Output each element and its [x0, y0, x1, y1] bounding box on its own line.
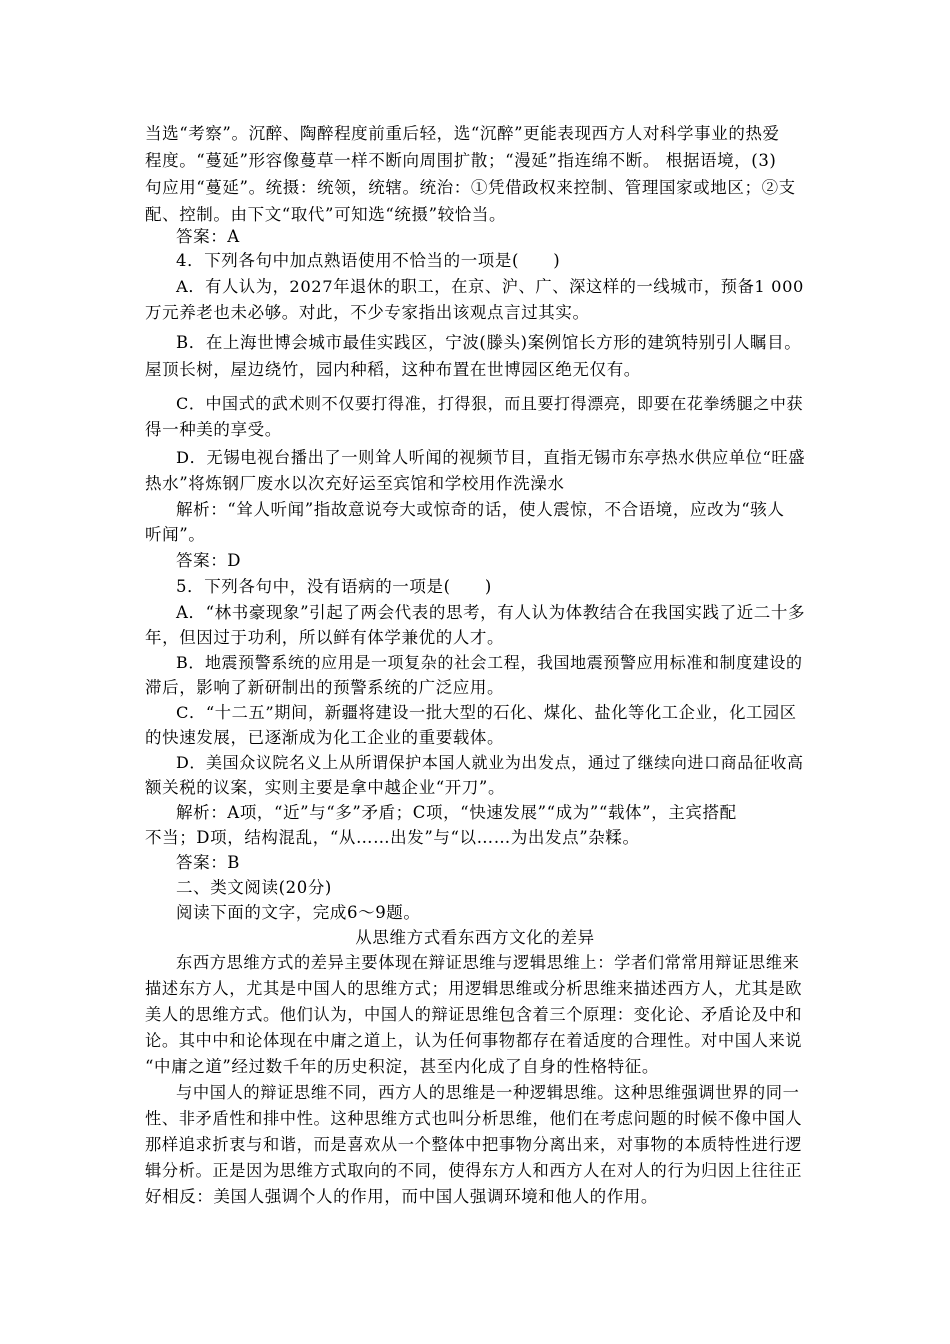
option-d-line: 热水”将炼钢厂废水以次充好运至宾馆和学校用作洗澡水 — [145, 474, 565, 493]
option-b-line: 屋顶长树，屋边绕竹，园内种稻，这种布置在世博园区绝无仅有。 — [145, 360, 641, 379]
option-c-line: 得一种美的享受。 — [145, 420, 282, 439]
option-a-line: 年，但因过于功利，所以鲜有体学兼优的人才。 — [145, 628, 505, 647]
option-d-line: D．无锡电视台播出了一则耸人听闻的视频节目，直指无锡市东亭热水供应单位“旺盛 — [176, 448, 806, 467]
paragraph-line: 好相反：美国人强调个人的作用，而中国人强调环境和他人的作用。 — [145, 1187, 658, 1206]
paragraph-line: 那样追求折衷与和谐，而是喜欢从一个整体中把事物分离出来，对事物的本质特性进行逻 — [145, 1135, 803, 1154]
paragraph-line: 性、非矛盾性和排中性。这种思维方式也叫分析思维，他们在考虑问题的时候不像中国人 — [145, 1109, 803, 1128]
analysis-line: 解析：“耸人听闻”指故意说夸大或惊奇的话，使人震惊，不合语境，应改为“骇人 — [176, 500, 785, 519]
text-line: 配、控制。由下文“取代”可知选“统摄”较恰当。 — [145, 205, 507, 224]
option-b-line: B．地震预警系统的应用是一项复杂的社会工程，我国地震预警应用标准和制度建设的 — [176, 653, 803, 672]
text-line: 程度。“蔓延”形容像蔓草一样不断向周围扩散；“漫延”指连绵不断。 根据语境，(3) — [145, 151, 777, 170]
option-c-line: C．“十二五”期间，新疆将建设一批大型的石化、煤化、盐化等化工企业，化工园区 — [176, 703, 797, 722]
analysis-line: 听闻”。 — [145, 525, 206, 544]
text-line: 当选“考察”。沉醉、陶醉程度前重后轻，选“沉醉”更能表现西方人对科学事业的热爱 — [145, 124, 780, 143]
answer-line: 答案：A — [176, 227, 240, 246]
paragraph-line: 论。其中中和论体现在中庸之道上，认为任何事物都存在着适度的合理性。对中国人来说 — [145, 1031, 803, 1050]
answer-line: 答案：B — [176, 853, 241, 872]
question-5-stem: 5．下列各句中，没有语病的一项是( ) — [176, 577, 492, 596]
analysis-line: 解析：A项，“近”与“多”矛盾；C项，“快速发展”“成为”“载体”，主宾搭配 — [176, 803, 737, 822]
option-c-line: 的快速发展，已逐渐成为化工企业的重要载体。 — [145, 728, 505, 747]
option-d-line: 额关税的议案，实则主要是拿中越企业“开刀”。 — [145, 778, 506, 797]
paragraph-line: 描述东方人，尤其是中国人的思维方式；用逻辑思维或分析思维来描述西方人，尤其是欧 — [145, 979, 803, 998]
paragraph-line: 东西方思维方式的差异主要体现在辩证思维与逻辑思维上：学者们常常用辩证思维来 — [176, 953, 800, 972]
paragraph-line: 美人的思维方式。他们认为，中国人的辩证思维包含着三个原理：变化论、矛盾论及中和 — [145, 1005, 803, 1024]
option-a-line: 万元养老也未必够。对此，不少专家指出该观点言过其实。 — [145, 303, 590, 322]
text-line: 句应用“蔓延”。统摄：统领，统辖。统治：①凭借政权来控制、管理国家或地区；②支 — [145, 178, 796, 197]
paragraph-line: 辑分析。正是因为思维方式取向的不同，使得东方人和西方人在对人的行为归因上往往正 — [145, 1161, 803, 1180]
section-heading: 二、类文阅读(20分) — [176, 878, 332, 897]
reading-instruction: 阅读下面的文字，完成6～9题。 — [176, 903, 421, 922]
answer-line: 答案：D — [176, 551, 242, 570]
option-a-line: A．有人认为，2027年退休的职工，在京、沪、广、深这样的一线城市，预备1 000 — [176, 277, 804, 296]
option-c-line: C．中国式的武术则不仅要打得准，打得狠，而且要打得漂亮，即要在花拳绣腿之中获 — [176, 394, 804, 413]
option-a-line: A．“林书豪现象”引起了两会代表的思考，有人认为体教结合在我国实践了近二十多 — [176, 603, 806, 622]
paragraph-line: “中庸之道”经过数千年的历史积淀，甚至内化成了自身的性格特征。 — [145, 1057, 659, 1076]
option-d-line: D．美国众议院名义上从所谓保护本国人就业为出发点，通过了继续向进口商品征收高 — [176, 753, 804, 772]
option-b-line: B．在上海世博会城市最佳实践区，宁波(滕头)案例馆长方形的建筑特别引人瞩目。 — [176, 333, 802, 352]
option-b-line: 滞后，影响了新研制出的预警系统的广泛应用。 — [145, 678, 505, 697]
analysis-line: 不当；D项，结构混乱，“从……出发”与“以……为出发点”杂糅。 — [145, 828, 640, 847]
paragraph-line: 与中国人的辩证思维不同，西方人的思维是一种逻辑思维。这种思维强调世界的同一 — [176, 1083, 800, 1102]
article-title: 从思维方式看东西方文化的差异 — [355, 928, 595, 947]
question-4-stem: 4．下列各句中加点熟语使用不恰当的一项是( ) — [176, 251, 561, 270]
